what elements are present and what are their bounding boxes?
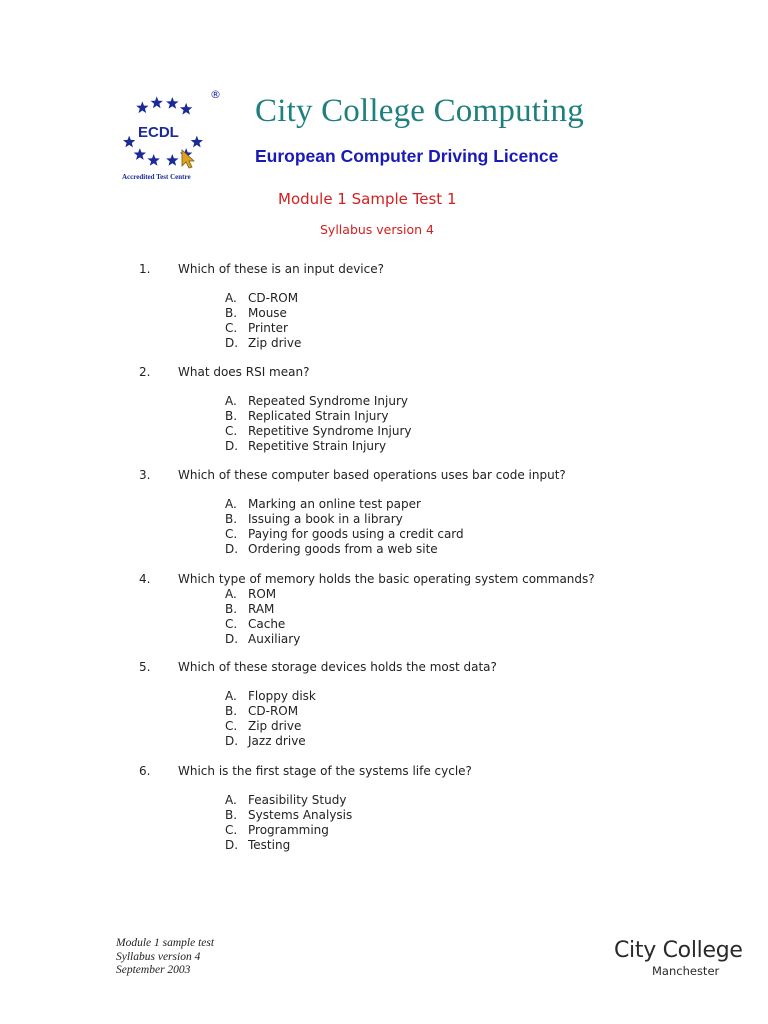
option-letter: D. bbox=[225, 632, 239, 646]
ecdl-logo bbox=[114, 86, 226, 186]
module-heading: Module 1 Sample Test 1 bbox=[278, 190, 457, 208]
question-number: 5. bbox=[139, 660, 151, 674]
option-letter: C. bbox=[225, 527, 238, 541]
footer-notes bbox=[116, 937, 214, 978]
logo-caption: Accredited Test Centre bbox=[122, 173, 191, 181]
registered-mark: ® bbox=[210, 88, 221, 101]
option-letter: B. bbox=[225, 704, 238, 718]
option-text: Floppy disk bbox=[248, 689, 316, 703]
star-icon bbox=[151, 96, 163, 108]
question-number: 2. bbox=[139, 365, 151, 379]
option-letter: A. bbox=[225, 793, 237, 807]
option-letter: A. bbox=[225, 394, 237, 408]
question-text: Which is the first stage of the systems life cycle? bbox=[178, 764, 472, 778]
option-letter: D. bbox=[225, 439, 239, 453]
option-text: Zip drive bbox=[248, 719, 302, 733]
option-letter: A. bbox=[225, 497, 237, 511]
option-text: Paying for goods using a credit card bbox=[248, 527, 464, 541]
option-text: RAM bbox=[248, 602, 275, 616]
college-title: City College Computing bbox=[255, 93, 584, 129]
question-number: 1. bbox=[139, 262, 151, 276]
star-icon bbox=[148, 154, 160, 166]
option-text: Feasibility Study bbox=[248, 793, 347, 807]
option-letter: D. bbox=[225, 542, 239, 556]
option-text: Mouse bbox=[248, 306, 287, 320]
footer-line: September 2003 bbox=[116, 964, 191, 976]
option-letter: D. bbox=[225, 734, 239, 748]
logo-text: ECDL bbox=[138, 124, 179, 141]
option-text: Repeated Syndrome Injury bbox=[248, 394, 409, 408]
question-text: Which of these computer based operations uses bar code input? bbox=[178, 468, 566, 482]
option-letter: C. bbox=[225, 321, 238, 335]
option-text: Programming bbox=[248, 823, 329, 837]
question-number: 3. bbox=[139, 468, 151, 482]
option-letter: D. bbox=[225, 336, 239, 350]
question-number: 4. bbox=[139, 572, 151, 586]
option-text: Cache bbox=[248, 617, 286, 631]
option-text: Testing bbox=[248, 838, 291, 852]
star-icon bbox=[191, 136, 203, 148]
brand-name: City College bbox=[614, 938, 743, 963]
option-letter: B. bbox=[225, 602, 238, 616]
star-icon bbox=[136, 101, 148, 113]
option-letter: A. bbox=[225, 291, 237, 305]
question-text: Which of these is an input device? bbox=[178, 262, 384, 276]
licence-subtitle: European Computer Driving Licence bbox=[255, 146, 559, 166]
star-icon bbox=[166, 154, 178, 166]
star-icon bbox=[123, 136, 135, 148]
footer-line: Syllabus version 4 bbox=[116, 950, 201, 963]
question-text: Which type of memory holds the basic operating system commands? bbox=[178, 572, 595, 586]
option-letter: C. bbox=[225, 617, 238, 631]
option-text: CD-ROM bbox=[248, 704, 299, 718]
option-letter: A. bbox=[225, 587, 237, 601]
option-text: ROM bbox=[248, 587, 277, 601]
option-letter: B. bbox=[225, 306, 238, 320]
option-letter: B. bbox=[225, 512, 238, 526]
city-college-brand bbox=[614, 938, 754, 983]
option-text: Printer bbox=[248, 321, 288, 335]
option-text: Ordering goods from a web site bbox=[248, 542, 438, 556]
option-letter: C. bbox=[225, 424, 238, 438]
star-icon bbox=[134, 148, 146, 160]
question-text: What does RSI mean? bbox=[178, 365, 310, 379]
option-text: Systems Analysis bbox=[248, 808, 353, 822]
question-text: Which of these storage devices holds the most data? bbox=[178, 660, 497, 674]
syllabus-version: Syllabus version 4 bbox=[320, 222, 434, 237]
option-letter: D. bbox=[225, 838, 239, 852]
option-text: Replicated Strain Injury bbox=[248, 409, 389, 423]
option-text: CD-ROM bbox=[248, 291, 299, 305]
brand-location: Manchester bbox=[652, 964, 720, 978]
option-text: Repetitive Syndrome Injury bbox=[248, 424, 412, 438]
option-text: Repetitive Strain Injury bbox=[248, 439, 387, 453]
star-icon bbox=[180, 103, 192, 115]
option-letter: C. bbox=[225, 719, 238, 733]
option-text: Marking an online test paper bbox=[248, 497, 421, 511]
option-text: Zip drive bbox=[248, 336, 302, 350]
star-icon bbox=[166, 97, 178, 109]
option-letter: B. bbox=[225, 808, 238, 822]
option-text: Issuing a book in a library bbox=[248, 512, 403, 526]
option-letter: C. bbox=[225, 823, 238, 837]
option-letter: A. bbox=[225, 689, 237, 703]
option-text: Auxiliary bbox=[248, 632, 301, 646]
option-letter: B. bbox=[225, 409, 238, 423]
question-number: 6. bbox=[139, 764, 151, 778]
footer-line: Module 1 sample test bbox=[116, 937, 215, 949]
option-text: Jazz drive bbox=[248, 734, 306, 748]
